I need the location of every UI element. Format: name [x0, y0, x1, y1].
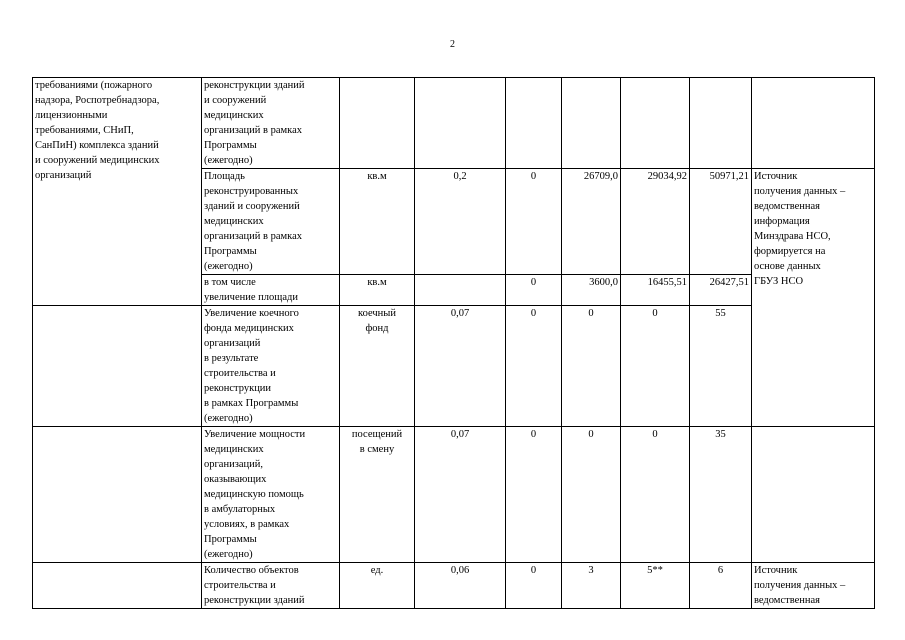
value-cell: 29034,92	[621, 169, 690, 275]
cell-line: требованиями, СНиП,	[35, 125, 134, 136]
value-cell: 5**	[621, 563, 690, 609]
cell-line: и сооружений	[204, 95, 267, 106]
cell-line: реконструкции зданий	[204, 80, 305, 91]
value-cell: 55	[690, 306, 752, 427]
value-cell: 0	[506, 427, 562, 563]
cell-line: Увеличение коечного	[204, 308, 299, 319]
cell-line: оказывающих	[204, 474, 267, 485]
cell-line: Источник	[754, 565, 798, 576]
cell-line: зданий и сооружений	[204, 201, 300, 212]
indicator-cell	[202, 306, 340, 427]
cell-line: условиях, в рамках	[204, 519, 290, 530]
indicator-cell	[202, 78, 340, 169]
value-cell	[690, 78, 752, 169]
value-cell: 0	[506, 563, 562, 609]
cell-line: (ежегодно)	[204, 155, 253, 166]
unit-cell: кв.м	[340, 275, 415, 306]
cell-line: организаций	[204, 338, 261, 349]
cell-line: посещений	[351, 429, 403, 440]
cell-line: Программы	[204, 140, 257, 151]
empty-cell	[33, 427, 202, 563]
cell-line: в результате	[204, 353, 259, 364]
value-cell: 0	[506, 306, 562, 427]
cell-line: в рамках Программы	[204, 398, 299, 409]
cell-line: медицинских	[204, 110, 264, 121]
table-row	[33, 427, 875, 563]
cell-line: (ежегодно)	[204, 261, 253, 272]
cell-line: реконструкции	[204, 383, 272, 394]
value-cell: 16455,51	[621, 275, 690, 306]
cell-line: строительства и	[204, 368, 276, 379]
cell-line: реконструкции зданий	[204, 595, 305, 606]
value-cell	[621, 78, 690, 169]
cell-line: Площадь	[204, 171, 245, 182]
source-cell	[752, 78, 875, 169]
value-cell: 0	[621, 306, 690, 427]
cell-line: и сооружений медицинских	[35, 155, 160, 166]
cell-line: требованиями (пожарного	[35, 80, 153, 91]
indicator-cell	[202, 275, 340, 306]
cell-line: надзора, Роспотребнадзора,	[35, 95, 160, 106]
source-cell	[752, 427, 875, 563]
cell-line: получения данных –	[754, 580, 846, 591]
cell-line: в смену	[359, 444, 395, 455]
source-cell	[752, 169, 875, 427]
cell-line: формируется на	[754, 246, 826, 257]
value-cell	[506, 78, 562, 169]
cell-line: Минздрава НСО,	[754, 231, 831, 242]
empty-cell	[33, 563, 202, 609]
unit-cell: ед.	[340, 563, 415, 609]
cell-line: Источник	[754, 171, 798, 182]
weight-cell	[415, 275, 506, 306]
unit-cell	[340, 78, 415, 169]
cell-line: увеличение площади	[204, 292, 298, 303]
value-cell: 0	[562, 306, 621, 427]
indicator-cell	[202, 427, 340, 563]
value-cell: 26427,51	[690, 275, 752, 306]
cell-line: коечный	[358, 308, 396, 319]
cell-line: Программы	[204, 246, 257, 257]
value-cell: 0	[506, 169, 562, 275]
unit-cell: кв.м	[340, 169, 415, 275]
value-cell: 26709,0	[562, 169, 621, 275]
cell-line: медицинских	[204, 216, 264, 227]
value-cell: 3	[562, 563, 621, 609]
cell-line: получения данных –	[754, 186, 846, 197]
cell-line: организаций в рамках	[204, 125, 302, 136]
value-cell	[562, 78, 621, 169]
cell-line: СанПиН) комплекса зданий	[35, 140, 159, 151]
value-cell: 6	[690, 563, 752, 609]
cell-line: реконструированных	[204, 186, 299, 197]
cell-line: Программы	[204, 534, 257, 545]
weight-cell	[415, 78, 506, 169]
weight-cell: 0,06	[415, 563, 506, 609]
cell-line: ведомственная	[754, 595, 820, 606]
cell-line: ГБУЗ НСО	[754, 276, 804, 287]
value-cell: 35	[690, 427, 752, 563]
indicator-cell	[202, 563, 340, 609]
empty-cell	[33, 306, 202, 427]
cell-line: в том числе	[204, 277, 256, 288]
unit-cell	[340, 427, 415, 563]
cell-line: (ежегодно)	[204, 413, 253, 424]
cell-line: организаций	[35, 170, 92, 181]
cell-line: медицинскую помощь	[204, 489, 304, 500]
cell-line: основе данных	[754, 261, 821, 272]
cell-line: организаций,	[204, 459, 263, 470]
indicators-table	[32, 77, 875, 609]
table-row	[33, 563, 875, 609]
cell-line: фонда медицинских	[204, 323, 294, 334]
weight-cell: 0,07	[415, 427, 506, 563]
cell-line: в амбулаторных	[204, 504, 276, 515]
cell-line: медицинских	[204, 444, 264, 455]
table-row	[33, 78, 875, 169]
task-cell	[33, 78, 202, 306]
cell-line: (ежегодно)	[204, 549, 253, 560]
cell-line: лицензионными	[35, 110, 108, 121]
source-cell	[752, 563, 875, 609]
value-cell: 50971,21	[690, 169, 752, 275]
cell-line: организаций в рамках	[204, 231, 302, 242]
value-cell: 0	[621, 427, 690, 563]
unit-cell	[340, 306, 415, 427]
page-number: 2	[450, 39, 455, 50]
indicator-cell	[202, 169, 340, 275]
cell-line: Увеличение мощности	[204, 429, 306, 440]
value-cell: 3600,0	[562, 275, 621, 306]
value-cell: 0	[506, 275, 562, 306]
table-row	[33, 306, 875, 427]
cell-line: ведомственная	[754, 201, 820, 212]
weight-cell: 0,07	[415, 306, 506, 427]
cell-line: фонд	[365, 323, 389, 334]
cell-line: строительства и	[204, 580, 276, 591]
cell-line: Количество объектов	[204, 565, 299, 576]
weight-cell: 0,2	[415, 169, 506, 275]
value-cell: 0	[562, 427, 621, 563]
cell-line: информация	[754, 216, 810, 227]
